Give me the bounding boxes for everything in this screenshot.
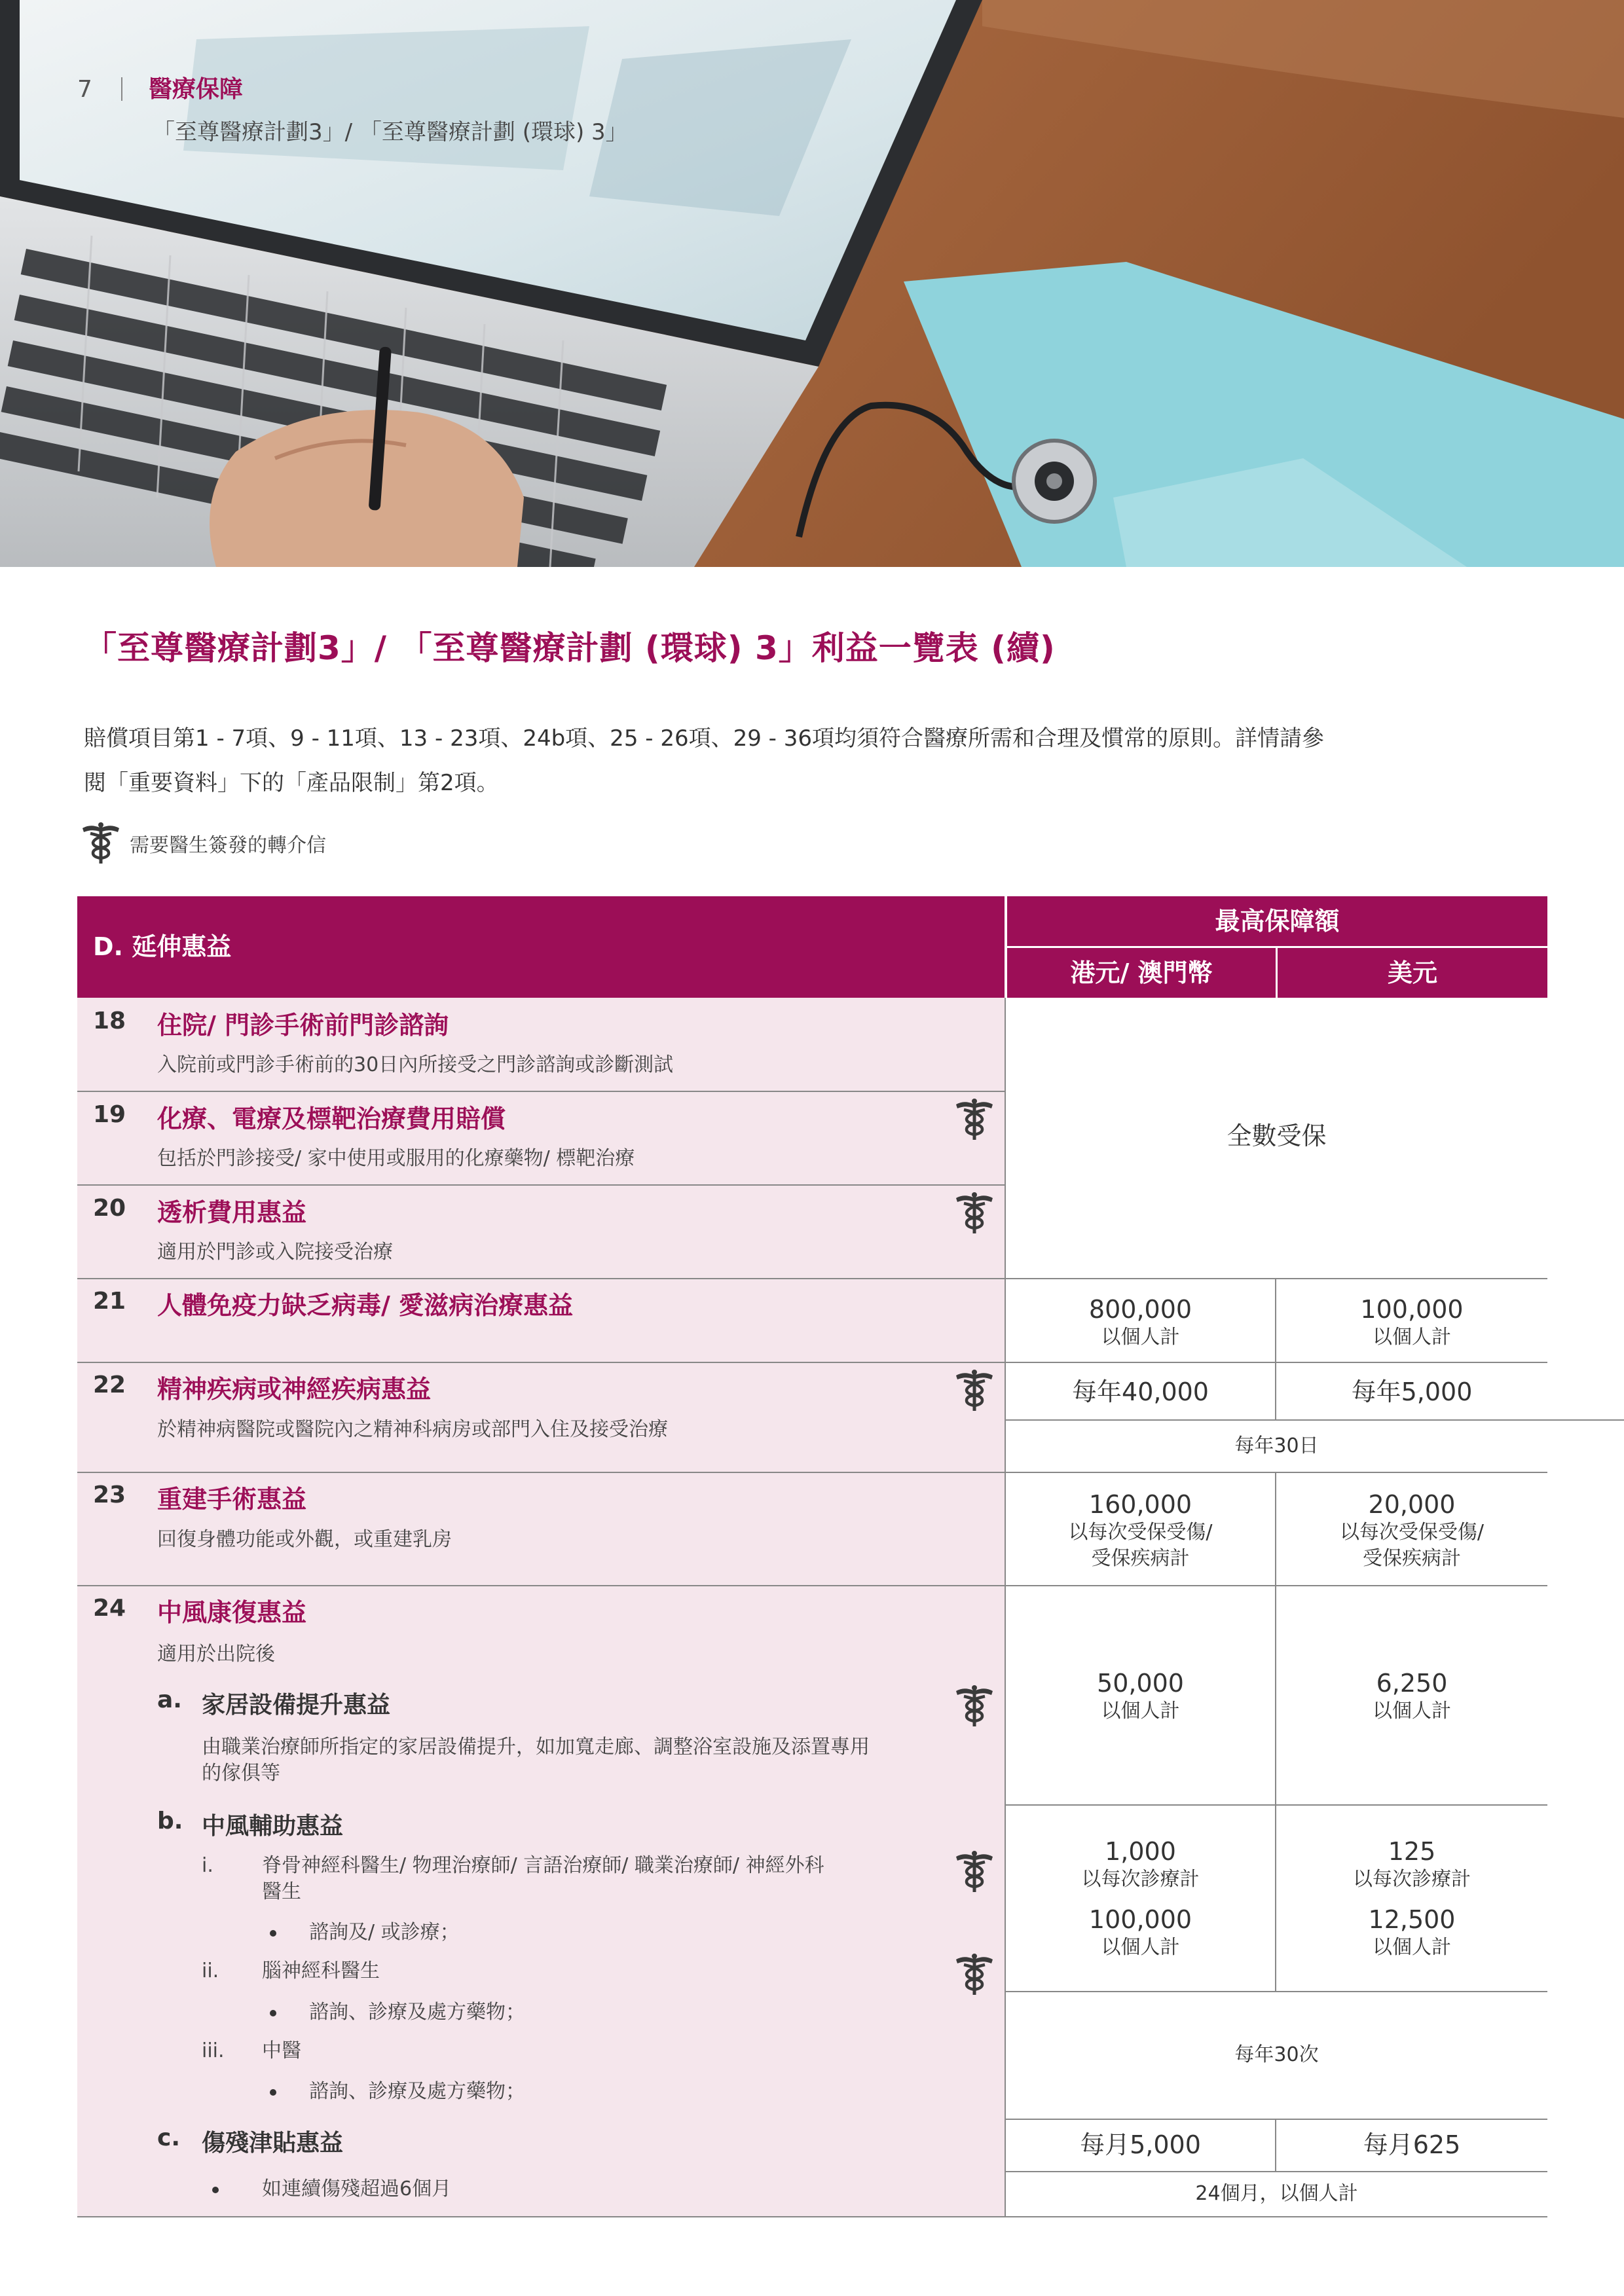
benefit-desc: 包括於門診接受/ 家中使用或服用的化療藥物/ 標靶治療 xyxy=(157,1147,635,1170)
benefit-number: 22 xyxy=(93,1372,126,1398)
benefit-number: 20 xyxy=(93,1195,126,1222)
caduceus-icon xyxy=(955,1685,994,1728)
bullet-text: 諮詢及/ 或診療； xyxy=(309,1921,460,1944)
benefit-title: 精神疾病或神經疾病惠益 xyxy=(157,1375,432,1404)
benefit-title: 住院/ 門診手術前門診諮詢 xyxy=(157,1011,449,1040)
usd-value: 每年5,000 xyxy=(1351,1377,1473,1406)
bullet xyxy=(212,2187,219,2193)
bullet xyxy=(270,2010,276,2016)
benefit-desc: 適用於出院後 xyxy=(157,1643,275,1666)
page-number: 7 xyxy=(77,76,92,103)
caduceus-icon xyxy=(955,1192,994,1235)
header-category: 醫療保障 xyxy=(148,76,243,103)
benefit-number: 24 xyxy=(93,1595,126,1622)
hkd-value: 50,000 以個人計 xyxy=(1097,1669,1184,1722)
benefit-desc: 入院前或門診手術前的30日內所接受之門診諮詢或診斷測試 xyxy=(157,1053,674,1076)
referral-legend xyxy=(81,822,326,865)
benefit-desc: 適用於門診或入院接受治療 xyxy=(157,1241,393,1264)
sub-label: b. xyxy=(157,1808,183,1834)
benefit-number: 19 xyxy=(93,1101,126,1128)
benefit-title: 化療、電療及標靶治療費用賠償 xyxy=(157,1104,506,1133)
sub-desc: 由職業治療師所指定的家居設備提升，如加寬走廊、調整浴室設施及添置專用 的傢俱等 xyxy=(202,1736,870,1785)
benefit-title: 透析費用惠益 xyxy=(157,1198,307,1227)
benefit-title: 中風康復惠益 xyxy=(157,1598,307,1627)
hkd-value: 160,000 以每次受保受傷/ 受保疾病計 xyxy=(1068,1490,1213,1570)
sub-label: a. xyxy=(157,1686,182,1713)
item-label: i. xyxy=(202,1854,213,1877)
header-divider xyxy=(121,77,122,101)
hkd-value: 每年40,000 xyxy=(1072,1377,1209,1406)
caduceus-icon xyxy=(955,1098,994,1141)
benefit-number: 23 xyxy=(93,1482,126,1508)
bullet xyxy=(270,1930,276,1937)
bullet-text: 諮詢、診療及處方藥物； xyxy=(309,2001,525,2024)
benefit-desc: 回復身體功能或外觀，或重建乳房 xyxy=(157,1528,452,1551)
full-coverage-value: 全數受保 xyxy=(1227,1121,1327,1150)
benefits-table xyxy=(77,896,1547,2217)
sub-title: 傷殘津貼惠益 xyxy=(202,2130,344,2157)
page-title: 「至尊醫療計劃3」/ 「至尊醫療計劃 (環球) 3」利益一覽表 (續) xyxy=(84,629,1056,667)
hkd-value: 1,000 以每次診療計 100,000 以個人計 xyxy=(1081,1837,1200,1959)
hkd-mop-column-header: 港元/ 澳門幣 xyxy=(1007,948,1276,998)
sub-title: 中風輔助惠益 xyxy=(202,1813,344,1840)
usd-value: 100,000 以個人計 xyxy=(1360,1295,1464,1349)
caduceus-icon xyxy=(955,1953,994,1996)
item-text: 脊骨神經科醫生/ 物理治療師/ 言語治療師/ 職業治療師/ 神經外科 醫生 xyxy=(262,1854,824,1903)
item-text: 中醫 xyxy=(262,2039,301,2062)
hkd-value: 800,000 以個人計 xyxy=(1088,1295,1192,1349)
benefit-number: 21 xyxy=(93,1288,126,1315)
hero-photo xyxy=(0,0,1624,567)
usd-value: 125 以每次診療計 12,500 以個人計 xyxy=(1353,1837,1471,1959)
bullet xyxy=(270,2089,276,2096)
usd-value: 20,000 以每次受保受傷/ 受保疾病計 xyxy=(1339,1490,1485,1570)
caduceus-icon xyxy=(955,1369,994,1412)
months-limit: 24個月，以個人計 xyxy=(1195,2182,1358,2205)
usd-column-header: 美元 xyxy=(1278,948,1547,998)
usd-value: 每月625 xyxy=(1363,2130,1461,2159)
benefit-desc: 於精神病醫院或醫院內之精神科病房或部門入住及接受治療 xyxy=(157,1418,668,1441)
max-benefit-header: 最高保障額 xyxy=(1007,896,1547,946)
sub-label: c. xyxy=(157,2124,181,2151)
table-section-header: D. 延伸惠益 xyxy=(77,896,1005,998)
intro-line-2: 閱「重要資料」下的「產品限制」第2項。 xyxy=(84,770,499,796)
benefit-title: 重建手術惠益 xyxy=(157,1485,307,1514)
caduceus-icon xyxy=(81,822,120,865)
bullet-text: 如連續傷殘超過6個月 xyxy=(262,2178,452,2200)
sub-title: 家居設備提升惠益 xyxy=(202,1692,391,1719)
item-label: iii. xyxy=(202,2039,225,2062)
item-text: 腦神經科醫生 xyxy=(262,1959,380,1982)
benefit-title: 人體免疫力缺乏病毒/ 愛滋病治療惠益 xyxy=(157,1291,574,1320)
page-header xyxy=(77,73,628,151)
benefit-number: 18 xyxy=(93,1008,126,1034)
legend-label: 需要醫生簽發的轉介信 xyxy=(130,834,326,857)
hkd-value: 每月5,000 xyxy=(1080,2130,1201,2159)
days-limit: 每年30日 xyxy=(1234,1434,1319,1457)
header-plan-names: 「至尊醫療計劃3」/ 「至尊醫療計劃 (環球) 3」 xyxy=(153,119,628,145)
intro-line-1: 賠償項目第1 - 7項、9 - 11項、13 - 23項、24b項、25 - 26項、29 - 36項均須符合醫療所需和合理及慣常的原則。詳情請參 xyxy=(84,725,1325,752)
bullet-text: 諮詢、診療及處方藥物； xyxy=(309,2080,525,2103)
caduceus-icon xyxy=(955,1850,994,1893)
visits-limit: 每年30次 xyxy=(1234,2043,1319,2066)
usd-value: 6,250 以個人計 xyxy=(1373,1669,1451,1722)
intro-paragraph xyxy=(84,716,1551,805)
item-label: ii. xyxy=(202,1959,219,1982)
